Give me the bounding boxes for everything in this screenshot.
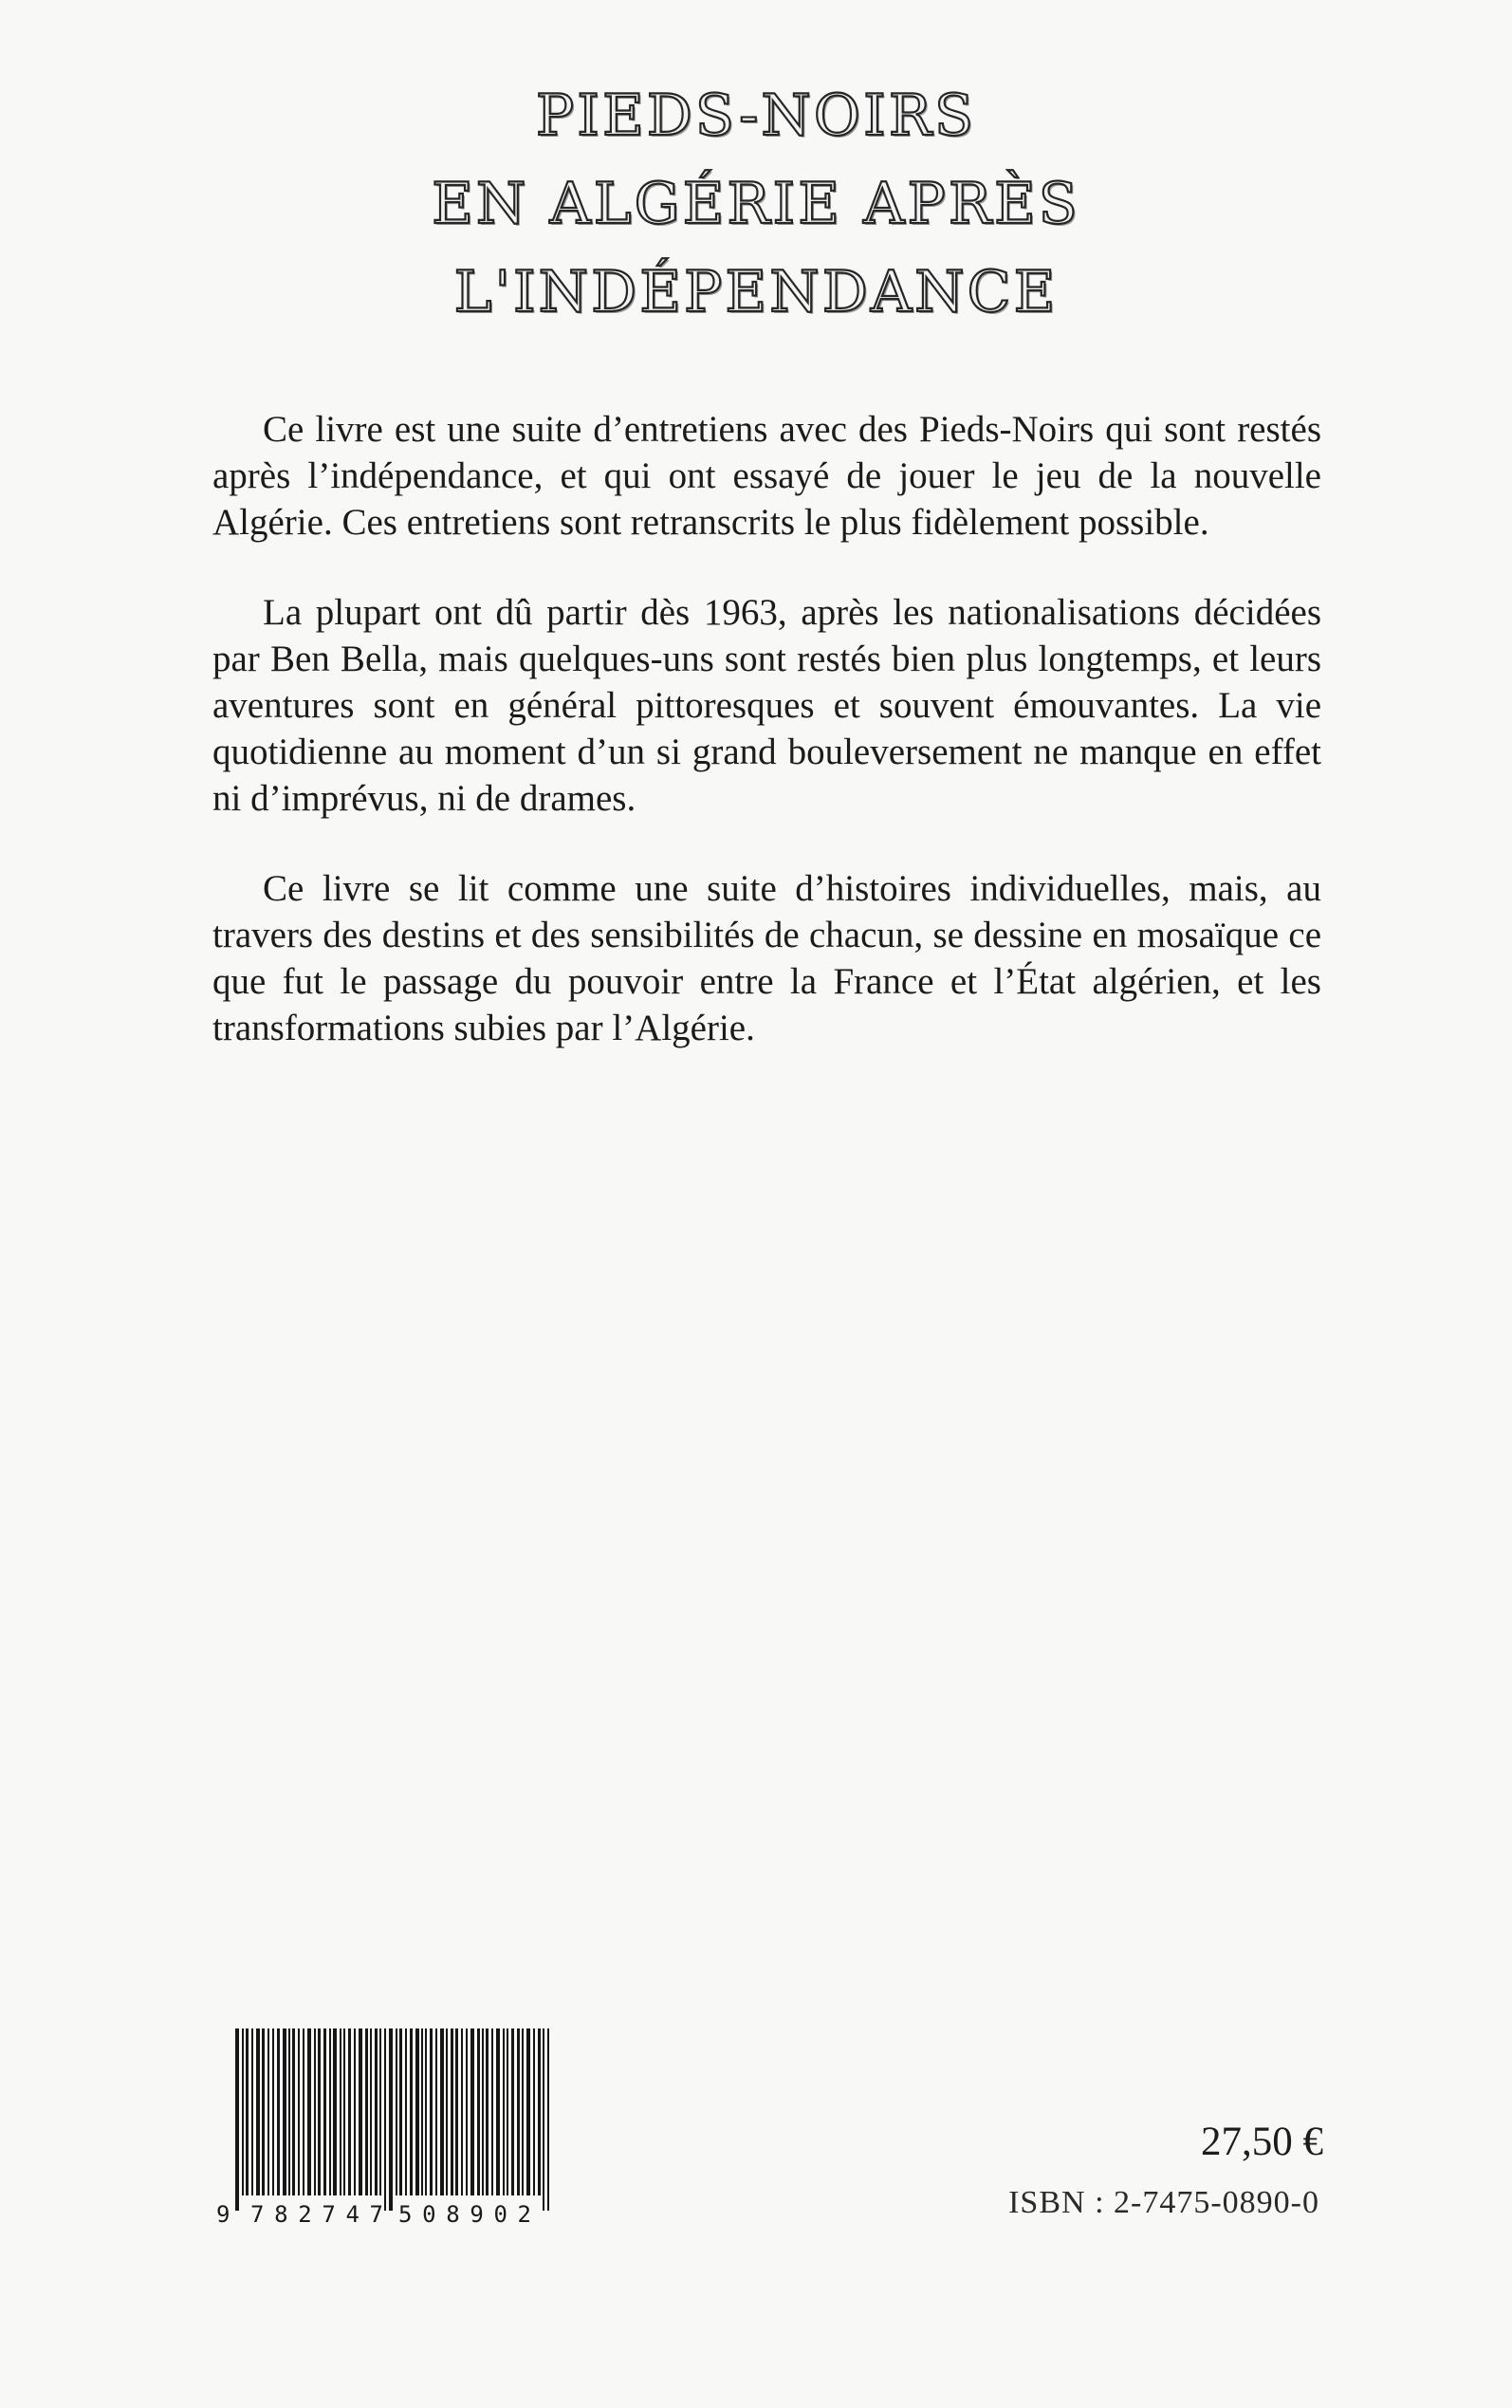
barcode-bar [522,2028,524,2195]
barcode-bar [262,2028,265,2195]
barcode-bar [543,2028,544,2211]
isbn-number: ISBN : 2-7475-0890-0 [1008,2185,1319,2220]
barcode-bar [435,2028,437,2195]
barcode-bar [482,2028,484,2195]
barcode-bar [251,2028,253,2195]
barcode-bar [399,2028,402,2195]
title-line-2: EN ALGÉRIE APRÈS [432,171,1080,237]
barcode-bar [318,2028,321,2195]
barcode-bar [405,2028,407,2195]
barcode-bar [415,2028,419,2195]
barcode-bar [396,2028,397,2195]
barcode-bar [323,2028,326,2195]
barcode-bar [455,2028,458,2195]
barcode-digits-left: 782747 [250,2201,383,2226]
barcode-bar [547,2028,549,2211]
blurb-paragraph-3: Ce livre se lit comme une suite d’histoires individuelles, mais, au travers des destins et des sensibilités de chacun, se dessine en mosaïque ce que fut le passage du pouvoir entre la France et l’État algérien, et les transformations subies par l’Algérie. [212,868,1321,1048]
barcode-bar [283,2028,286,2195]
barcode-bar [359,2028,362,2195]
barcode-bar [507,2028,508,2195]
barcode-bar [389,2028,393,2211]
barcode-bar [343,2028,345,2195]
title-line-3: L'INDÉPENDANCE [453,259,1059,325]
barcode-bar [486,2028,489,2195]
barcode-bar [477,2028,480,2195]
barcode-bar [370,2028,372,2195]
barcode-bar [425,2028,427,2195]
barcode-bar [235,2028,239,2211]
blurb [212,406,1321,1095]
barcode-bar [379,2028,381,2195]
barcode-bar [511,2028,514,2195]
barcode-bar [470,2028,474,2195]
barcode-bar [410,2028,413,2195]
barcode-digits-right: 508902 [398,2201,531,2226]
barcode-bar [446,2028,448,2195]
barcode-bar [533,2028,535,2195]
barcode-bar [333,2028,337,2195]
isbn-barcode [212,2027,558,2226]
barcode-bar [340,2028,341,2195]
barcode-bar [246,2028,249,2195]
title-line-1: PIEDS-NOIRS [535,83,977,149]
barcode-bar [288,2028,290,2195]
barcode-bar [329,2028,331,2195]
barcode-bar [461,2028,463,2195]
barcode-bar [421,2028,423,2195]
barcode-bar [517,2028,520,2195]
barcode-bar [298,2028,300,2195]
barcode-bar [384,2028,386,2211]
barcode-bar [365,2028,368,2195]
barcode-bars [235,2028,549,2211]
barcode-bar [314,2028,316,2195]
barcode-bar [354,2028,356,2195]
barcode-bar [292,2028,295,2195]
barcode-bar [526,2028,530,2195]
barcode-bar [440,2028,444,2195]
barcode-bar [503,2028,505,2195]
barcode-bar [430,2028,433,2195]
barcode-bar [277,2028,280,2195]
barcode-bar [256,2028,260,2195]
barcode-graphic [212,2027,558,2226]
barcode-bar [375,2028,378,2195]
price: 27,50 € [1201,2120,1323,2164]
barcode-bar [242,2028,244,2195]
barcode-bar [267,2028,269,2195]
barcode-bar [466,2028,468,2195]
barcode-bar [303,2028,304,2195]
barcode-bar [307,2028,311,2195]
barcode-bar [348,2028,351,2195]
blurb-paragraph-2: La plupart ont dû partir dès 1963, après les nationalisations décidées par Ben Bella, mais quelques-uns sont restés bien plus longtemps, et leurs aventures sont en général pittoresques et souvent émouvantes. La vie quotidienne au moment d’un si grand bouleversement ne manque en effet ni d’imprévus, ni de drames. [212,592,1321,819]
book-title [0,83,1512,352]
barcode-bar [272,2028,274,2195]
barcode-bar [538,2028,541,2195]
barcode-digit-first: 9 [216,2201,230,2226]
barcode-bar [496,2028,500,2195]
barcode-bar [491,2028,493,2195]
barcode-bar [451,2028,453,2195]
blurb-paragraph-1: Ce livre est une suite d’entretiens avec des Pieds-Noirs qui sont restés après l’indépendance, et qui ont essayé de jouer le jeu de la nouvelle Algérie. Ces entretiens sont retranscrits le plus fidèlement possible. [212,409,1321,543]
